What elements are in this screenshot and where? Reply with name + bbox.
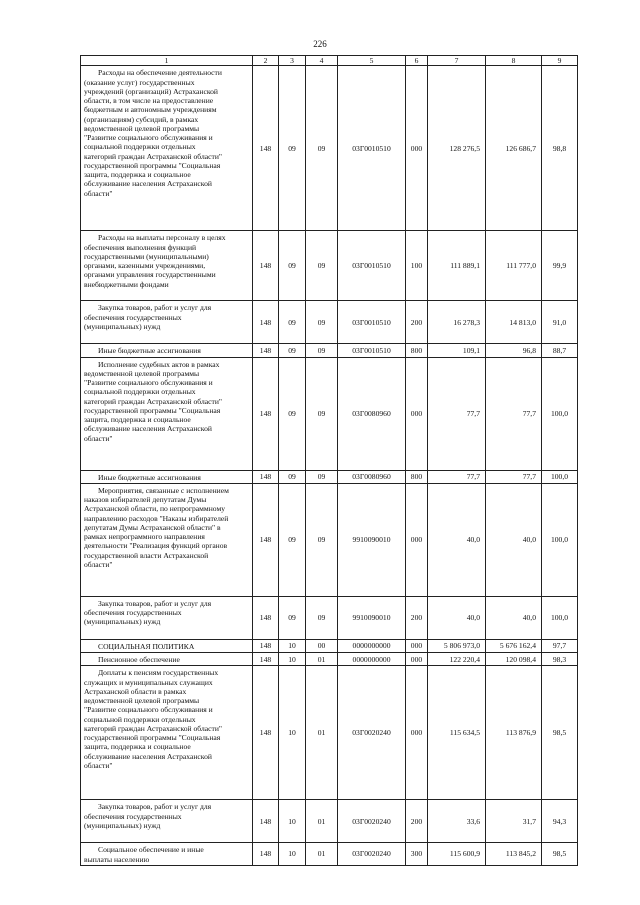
expense-description: [81, 843, 253, 866]
table-row: [81, 301, 578, 344]
description-line: социальной поддержки отдельных: [84, 142, 196, 152]
description-line: деятельности "Реализация функций органов: [84, 541, 228, 551]
column-header: 9: [542, 56, 578, 66]
description-line: Мероприятия, связанные с исполнением: [98, 485, 229, 495]
subsection-code: 00: [306, 639, 338, 652]
table-row: [81, 231, 578, 301]
description-line: защита, поддержка и социальное: [84, 170, 191, 179]
description-line: государственной программы "Социальная: [84, 160, 221, 170]
expense-type: 100: [406, 231, 428, 301]
description-line: бюджетным и автономным учреждениям: [84, 105, 217, 115]
description-line: категорий граждан Астраханской области": [84, 151, 222, 161]
description-line: "Развитие социального обслуживания и: [84, 378, 213, 387]
description-line: (муниципальных) нужд: [84, 617, 161, 627]
executed-amount: 126 686,7: [486, 66, 542, 231]
planned-amount: 111 889,1: [428, 231, 486, 301]
table-row: [81, 800, 578, 843]
description-line: обслуживание населения Астраханской: [84, 751, 212, 761]
page-number: 226: [313, 39, 327, 49]
column-header: 1: [81, 56, 253, 66]
expense-type: 000: [406, 357, 428, 470]
section-code: 09: [279, 231, 306, 301]
target-article: 03Г0020240: [338, 666, 406, 800]
description-line: наказов избирателей депутатам Думы: [84, 495, 207, 504]
expense-description: [81, 639, 253, 652]
planned-amount: 122 220,4: [428, 653, 486, 666]
chapter-code: 148: [253, 666, 279, 800]
description-line: Доплаты к пенсиям государственных: [98, 668, 219, 678]
execution-percent: 98,8: [542, 66, 578, 231]
column-header: 4: [306, 56, 338, 66]
expense-type: 000: [406, 666, 428, 800]
section-code: 09: [279, 470, 306, 483]
subsection-code: 09: [306, 470, 338, 483]
execution-percent: 94,3: [542, 800, 578, 843]
column-header: 6: [406, 56, 428, 66]
executed-amount: 113 845,2: [486, 843, 542, 866]
description-line: государственными (муниципальными): [84, 251, 209, 261]
expense-description: [81, 66, 253, 231]
expense-type: 000: [406, 653, 428, 666]
target-article: 03Г0020240: [338, 800, 406, 843]
table-row: [81, 344, 578, 357]
expense-type: 800: [406, 344, 428, 357]
description-line: органами управления государственными: [84, 270, 216, 280]
column-header: 7: [428, 56, 486, 66]
expense-description: [81, 231, 253, 301]
planned-amount: 128 276,5: [428, 66, 486, 231]
description-line: защита, поддержка и социальное: [84, 415, 191, 424]
description-line: Исполнение судебных актов в рамках: [98, 359, 220, 369]
expense-type: 000: [406, 639, 428, 652]
expense-type: 200: [406, 800, 428, 843]
description-line: Социальное обеспечение и иные: [98, 845, 204, 855]
subsection-code: 09: [306, 596, 338, 639]
chapter-code: 148: [253, 639, 279, 652]
section-code: 10: [279, 666, 306, 800]
execution-percent: 91,0: [542, 301, 578, 344]
description-line: (муниципальных) нужд: [84, 321, 161, 331]
chapter-code: 148: [253, 231, 279, 301]
section-code: 10: [279, 843, 306, 866]
column-header: 8: [486, 56, 542, 66]
target-article: 03Г0010510: [338, 231, 406, 301]
execution-percent: 100,0: [542, 483, 578, 596]
expense-description: [81, 666, 253, 800]
description-line: обслуживание населения Астраханской: [84, 179, 212, 189]
planned-amount: 115 634,5: [428, 666, 486, 800]
table-row: [81, 843, 578, 866]
section-code: 09: [279, 596, 306, 639]
expense-type: 000: [406, 483, 428, 596]
description-line: Закупка товаров, работ и услуг для: [98, 802, 212, 812]
description-line: внебюджетными фондами: [84, 279, 169, 289]
executed-amount: 113 876,9: [486, 666, 542, 800]
table-row: [81, 666, 578, 800]
target-article: 0000000000: [338, 653, 406, 666]
description-line: (организациям) субсидий, в рамках: [84, 114, 199, 124]
subsection-code: 09: [306, 66, 338, 231]
description-line: рамках непрограммного направления: [84, 532, 205, 541]
executed-amount: 111 777,0: [486, 231, 542, 301]
column-header: 5: [338, 56, 406, 66]
execution-percent: 98,5: [542, 666, 578, 800]
expense-description: [81, 470, 253, 483]
description-line: области, в том числе на предоставление: [84, 96, 214, 105]
execution-percent: 99,9: [542, 231, 578, 301]
description-line: Пенсионное обеспечение: [98, 655, 180, 664]
subsection-code: 09: [306, 483, 338, 596]
expense-description: [81, 596, 253, 639]
description-line: защита, поддержка и социальное: [84, 742, 191, 752]
description-line: направлению расходов "Наказы избирателей: [84, 513, 229, 523]
description-line: (муниципальных) нужд: [84, 820, 161, 830]
description-line: депутатам Думы Астраханской области" в: [84, 522, 221, 532]
execution-percent: 100,0: [542, 596, 578, 639]
table-row: [81, 483, 578, 596]
section-code: 09: [279, 301, 306, 344]
section-code: 09: [279, 483, 306, 596]
execution-percent: 88,7: [542, 344, 578, 357]
description-line: области": [84, 433, 113, 443]
section-code: 09: [279, 344, 306, 357]
description-line: области": [84, 559, 113, 569]
description-line: области": [84, 188, 113, 198]
chapter-code: 148: [253, 596, 279, 639]
description-line: обеспечения выполнения функций: [84, 242, 197, 252]
expense-type: 300: [406, 843, 428, 866]
section-code: 10: [279, 639, 306, 652]
chapter-code: 148: [253, 301, 279, 344]
description-line: ведомственной целевой программы: [84, 368, 200, 378]
table-row: [81, 470, 578, 483]
description-line: "Развитие социального обслуживания и: [84, 133, 213, 142]
description-line: Закупка товаров, работ и услуг для: [98, 598, 212, 608]
description-line: социальной поддержки отдельных: [84, 714, 196, 724]
description-line: служащих и муниципальных служащих: [84, 677, 213, 687]
target-article: 03Г0010510: [338, 344, 406, 357]
description-line: Астраханской области в рамках: [84, 686, 187, 696]
table-row: [81, 357, 578, 470]
planned-amount: 33,6: [428, 800, 486, 843]
chapter-code: 148: [253, 653, 279, 666]
executed-amount: 40,0: [486, 596, 542, 639]
chapter-code: 148: [253, 470, 279, 483]
planned-amount: 5 806 973,0: [428, 639, 486, 652]
table-row: [81, 596, 578, 639]
description-line: Расходы на выплаты персоналу в целях: [98, 233, 226, 243]
execution-percent: 97,7: [542, 639, 578, 652]
planned-amount: 40,0: [428, 596, 486, 639]
description-line: "Развитие социального обслуживания и: [84, 705, 213, 715]
section-code: 10: [279, 800, 306, 843]
subsection-code: 09: [306, 231, 338, 301]
description-line: обслуживание населения Астраханской: [84, 424, 212, 434]
executed-amount: 14 813,0: [486, 301, 542, 344]
planned-amount: 115 600,9: [428, 843, 486, 866]
description-line: СОЦИАЛЬНАЯ ПОЛИТИКА: [98, 641, 195, 651]
chapter-code: 148: [253, 357, 279, 470]
target-article: 03Г0010510: [338, 301, 406, 344]
execution-percent: 100,0: [542, 470, 578, 483]
column-header: 2: [253, 56, 279, 66]
description-line: Иные бюджетные ассигнования: [98, 472, 201, 482]
description-line: ведомственной целевой программы: [84, 123, 200, 133]
target-article: 9910090010: [338, 596, 406, 639]
target-article: 03Г0010510: [338, 66, 406, 231]
table-row: [81, 639, 578, 652]
execution-percent: 98,3: [542, 653, 578, 666]
subsection-code: 01: [306, 843, 338, 866]
description-line: выплаты населению: [84, 854, 150, 864]
description-line: органами, казенными учреждениями,: [84, 261, 206, 270]
description-line: государственной программы "Социальная: [84, 405, 221, 415]
section-code: 09: [279, 357, 306, 470]
description-line: обеспечения государственных: [84, 312, 182, 322]
target-article: 03Г0080960: [338, 470, 406, 483]
executed-amount: 40,0: [486, 483, 542, 596]
table-row: [81, 653, 578, 666]
expense-description: [81, 344, 253, 357]
target-article: 9910090010: [338, 483, 406, 596]
section-code: 10: [279, 653, 306, 666]
chapter-code: 148: [253, 66, 279, 231]
execution-percent: 98,5: [542, 843, 578, 866]
subsection-code: 01: [306, 666, 338, 800]
executed-amount: 96,8: [486, 344, 542, 357]
expense-type: 200: [406, 301, 428, 344]
subsection-code: 09: [306, 344, 338, 357]
column-header: 3: [279, 56, 306, 66]
description-line: государственной власти Астраханской: [84, 550, 209, 560]
description-line: категорий граждан Астраханской области": [84, 723, 222, 733]
executed-amount: 5 676 162,4: [486, 639, 542, 652]
budget-table: [80, 55, 578, 866]
target-article: 03Г0080960: [338, 357, 406, 470]
description-line: Астраханской области, по непрограммному: [84, 504, 226, 514]
description-line: области": [84, 760, 113, 770]
executed-amount: 120 098,4: [486, 653, 542, 666]
subsection-code: 09: [306, 357, 338, 470]
description-line: социальной поддержки отдельных: [84, 387, 196, 397]
target-article: 03Г0020240: [338, 843, 406, 866]
executed-amount: 31,7: [486, 800, 542, 843]
planned-amount: 109,1: [428, 344, 486, 357]
subsection-code: 01: [306, 653, 338, 666]
executed-amount: 77,7: [486, 357, 542, 470]
description-line: категорий граждан Астраханской области": [84, 396, 222, 406]
executed-amount: 77,7: [486, 470, 542, 483]
description-line: Закупка товаров, работ и услуг для: [98, 303, 212, 313]
expense-type: 800: [406, 470, 428, 483]
expense-description: [81, 800, 253, 843]
chapter-code: 148: [253, 483, 279, 596]
expense-type: 200: [406, 596, 428, 639]
expense-description: [81, 301, 253, 344]
description-line: Расходы на обеспечение деятельности: [98, 68, 222, 78]
chapter-code: 148: [253, 843, 279, 866]
table-row: [81, 66, 578, 231]
description-line: государственной программы "Социальная: [84, 733, 221, 742]
target-article: 0000000000: [338, 639, 406, 652]
description-line: обеспечения государственных: [84, 811, 182, 821]
planned-amount: 77,7: [428, 470, 486, 483]
description-line: обеспечения государственных: [84, 608, 182, 617]
description-line: Иные бюджетные ассигнования: [98, 346, 201, 356]
chapter-code: 148: [253, 800, 279, 843]
planned-amount: 77,7: [428, 357, 486, 470]
description-line: учреждений (организаций) Астраханской: [84, 86, 218, 96]
planned-amount: 40,0: [428, 483, 486, 596]
planned-amount: 16 278,3: [428, 301, 486, 344]
chapter-code: 148: [253, 344, 279, 357]
expense-type: 000: [406, 66, 428, 231]
execution-percent: 100,0: [542, 357, 578, 470]
subsection-code: 09: [306, 301, 338, 344]
expense-description: [81, 483, 253, 596]
description-line: (оказание услуг) государственных: [84, 77, 195, 87]
description-line: ведомственной целевой программы: [84, 696, 200, 705]
section-code: 09: [279, 66, 306, 231]
expense-description: [81, 357, 253, 470]
subsection-code: 01: [306, 800, 338, 843]
header-row: [81, 56, 578, 66]
expense-description: [81, 653, 253, 666]
